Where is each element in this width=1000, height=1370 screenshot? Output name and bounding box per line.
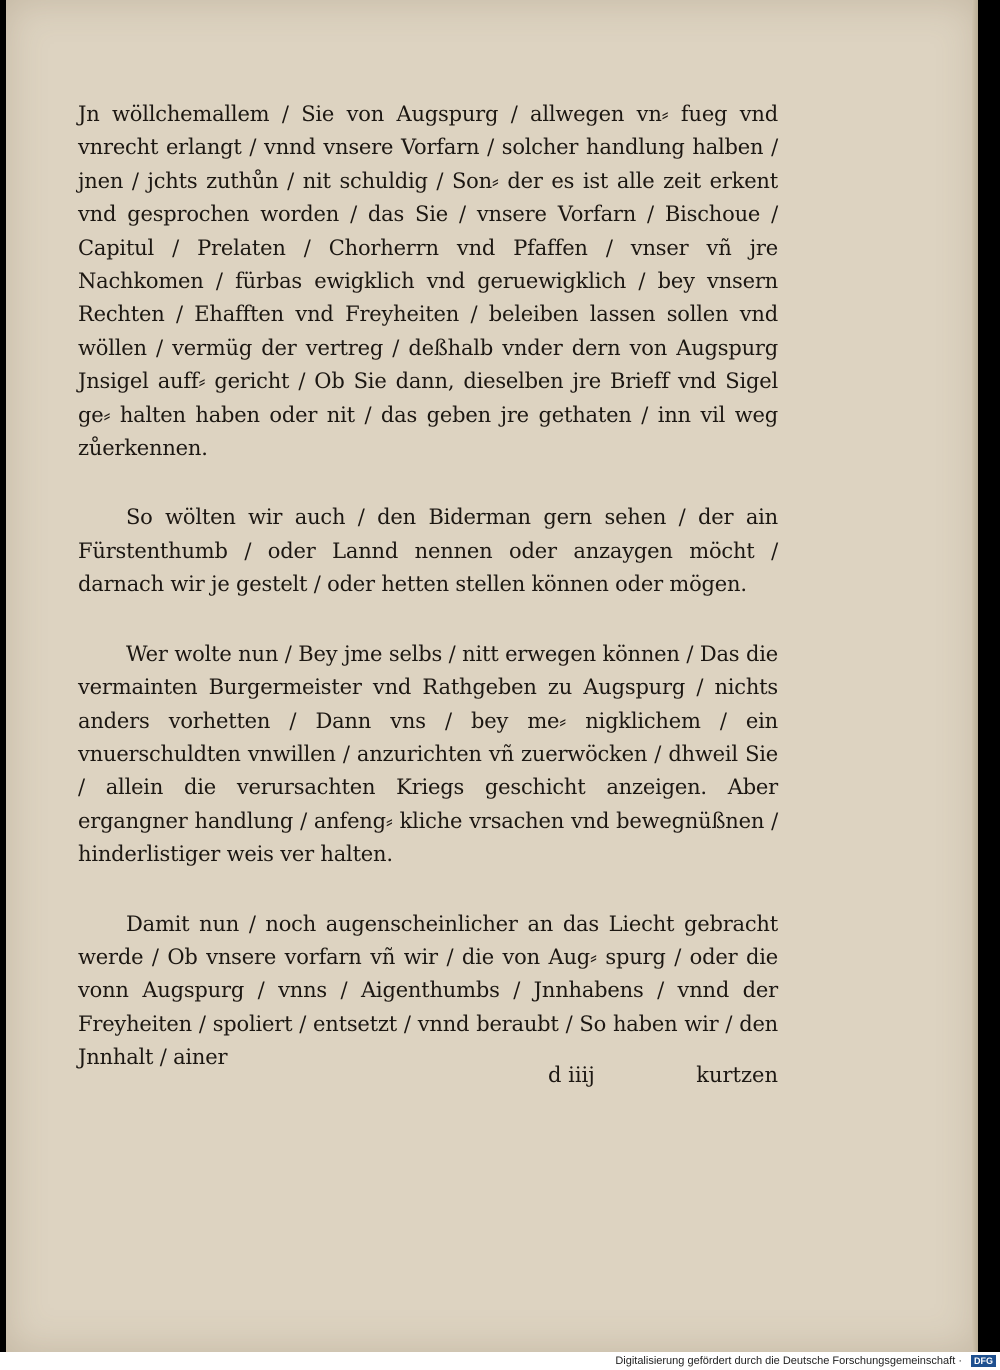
page-edge bbox=[972, 0, 978, 1352]
paragraph-1: Jn wöllchemallem / Sie von Augspurg / allwegen vn⸗ fueg vnd vnrecht erlangt / vnnd vnsere Vorfarn / solcher handlung halben / jnen / jchts zuthůn / nit schuldig / Son⸗ der es ist alle zeit erkent vnd gesprochen worden / das Sie / vnsere Vorfarn / Bischoue / Capitul / Prelaten / Chorherrn vnd Pfaffen / vnser vñ jre Nachkomen / fürbas ewigklich vnd geruewigklich / bey vnsern Rechten / Ehafften vnd Freyheiten / beleiben lassen sollen vnd wöllen / vermüg der vertreg / deßhalb vnder dern von Augspurg Jnsigel auff⸗ gericht / Ob Sie dann, dieselben jre Brieff vnd Sigel ge⸗ halten haben oder nit / das geben jre gethaten / inn vil weg zůerkennen. bbox=[78, 102, 778, 461]
catchword: kurtzen bbox=[696, 1063, 778, 1087]
paragraph-4: Damit nun / noch augenscheinlicher an das Liecht gebracht werde / Ob vnsere vorfarn vñ wir / die von Aug⸗ spurg / oder die vonn Augspurg / vnns / Aigenthumbs / Jnnhabens / vnnd der Freyheiten / spoliert / entsetzt / vnnd beraubt / So haben wir / den Jnnhalt / ainer bbox=[78, 911, 778, 1070]
dfg-logo-icon: DFG bbox=[971, 1355, 996, 1367]
paragraph-2: So wölten wir auch / den Biderman gern sehen / der ain Fürstenthumb / oder Lannd nennen oder anzaygen möcht / darnach wir je gestelt / oder hetten stellen können oder mögen. bbox=[78, 505, 778, 597]
body-text bbox=[78, 98, 778, 1075]
book-page bbox=[6, 0, 978, 1352]
footer-bar bbox=[0, 1352, 1000, 1370]
paragraph-3: Wer wolte nun / Bey jme selbs / nitt erwegen können / Das die vermainten Burgermeister vnd Rathgeben zu Augspurg / nichts anders vorhetten / Dann vns / bey me⸗ nigklichem / ein vnuerschuldten vnwillen / anzurichten vñ zuerwöcken / dhweil Sie / allein die verursachten Kriegs geschicht anzeigen. Aber ergangner handlung / anfeng⸗ kliche vrsachen vnd bewegnüßnen / hinderlistiger weis ver halten. bbox=[78, 641, 778, 867]
signature-mark: d iiij bbox=[548, 1063, 595, 1087]
funding-notice: Digitalisierung gefördert durch die Deutsche Forschungsgemeinschaft · bbox=[615, 1355, 962, 1367]
